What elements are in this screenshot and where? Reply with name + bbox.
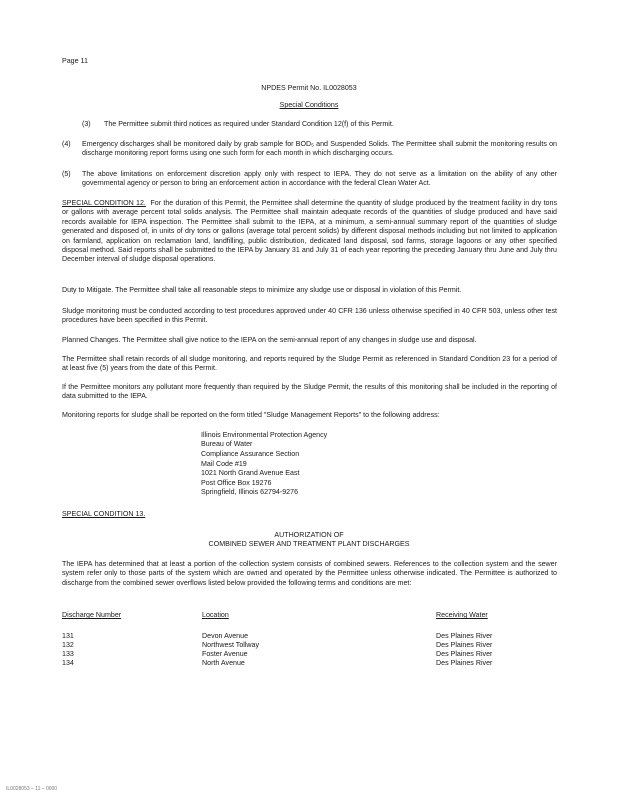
item-3-number: (3)	[82, 120, 91, 128]
discharge-number: 134	[62, 659, 74, 667]
address-line: Bureau of Water	[201, 440, 253, 448]
item-5-number: (5)	[62, 170, 71, 178]
location: North Avenue	[202, 659, 245, 667]
duty-to-mitigate: Duty to Mitigate. The Permittee shall take all reasonable steps to minimize any sludge use or disposal in violation of this Permit.	[62, 286, 462, 294]
location: Foster Avenue	[202, 650, 248, 658]
page-footer: IL0028053 – 11 – 0000	[6, 786, 58, 792]
special-condition-13-heading: SPECIAL CONDITION 13.	[62, 510, 146, 518]
planned-changes: Planned Changes. The Permittee shall give notice to the IEPA on the semi-annual report of any changes in sludge use and disposal.	[62, 336, 477, 344]
column-header: Discharge Number	[62, 611, 122, 619]
item-5-text: The above limitations on enforcement discretion apply only with respect to IEPA. They do not serve as a limitation on the ability of any other governmental agency or person to bring an enforcement action in accordance with the federal Clean Water Act.	[82, 170, 557, 188]
receiving-water: Des Plaines River	[436, 641, 493, 649]
discharge-number: 131	[62, 632, 74, 640]
authorization-title-line-1: AUTHORIZATION OF	[274, 531, 344, 539]
address-line: Post Office Box 19276	[201, 479, 272, 487]
location: Northwest Tollway	[202, 641, 260, 649]
column-header: Receiving Water	[436, 611, 488, 619]
receiving-water: Des Plaines River	[436, 632, 493, 640]
table-header-row	[62, 611, 562, 620]
table-row	[62, 632, 562, 641]
table-row	[62, 641, 562, 650]
address-line: 1021 North Grand Avenue East	[201, 469, 300, 477]
address-line: Springfield, Illinois 62794-9276	[201, 488, 299, 496]
column-header: Location	[202, 611, 229, 619]
monitoring-reports-instruction: Monitoring reports for sludge shall be reported on the form titled "Sludge Management Reports" to the following address:	[62, 411, 440, 419]
table-row	[62, 650, 562, 659]
table-row	[62, 659, 562, 668]
address-line: Illinois Environmental Protection Agency	[201, 431, 328, 439]
receiving-water: Des Plaines River	[436, 650, 493, 658]
item-3-text: The Permittee submit third notices as required under Standard Condition 12(f) of this Permit.	[104, 120, 394, 128]
location: Devon Avenue	[202, 632, 249, 640]
authorization-title-line-2: COMBINED SEWER AND TREATMENT PLANT DISCHARGES	[208, 540, 410, 548]
item-4-text: Emergency discharges shall be monitored daily by grab sample for BOD₅ and Suspended Solids. The Permittee shall submit the monitoring results on discharge monitoring report forms using one such form for each month in which discharging occurs.	[82, 140, 557, 158]
discharge-number: 132	[62, 641, 74, 649]
record-retention: The Permittee shall retain records of all sludge monitoring, and reports required by the Sludge Permit as referenced in Standard Condition 23 for a period of at least five (5) years from the date of this Permit.	[62, 355, 557, 373]
address-line: Mail Code #19	[201, 460, 247, 468]
item-4-number: (4)	[62, 140, 71, 148]
special-condition-12-text: For the duration of this Permit, the Permittee shall determine the quantity of sludge produced by the treatment facility in dry tons or gallons with average percent total solids analysis. The Permittee shall maintain adequate records of the quantities of sludge produced and have said records available for IEPA inspection. The Permittee shall submit to the IEPA, at a minimum, a semi-annual summary report of the quantities of sludge generated and disposed of, in units of dry tons or gallons (average total percent solids) by different disposal methods including but not limited to application on farmland, application on reclamation land, landfilling, public distribution, dedicated land disposal, sod farms, storage lagoons or any other specified disposal method. Said reports shall be submitted to the IEPA by January 31 and July 31 of each year reporting the preceding January thru June and July thru December interval of sludge disposal operations.	[62, 199, 557, 264]
permit-number: NPDES Permit No. IL0028053	[261, 84, 357, 92]
frequent-monitoring: If the Permittee monitors any pollutant more frequently than required by the Sludge Permit, the results of this monitoring shall be included in the reporting of data submitted to the IEPA.	[62, 383, 557, 401]
page-label: Page 11	[62, 57, 88, 65]
iepa-determination: The IEPA has determined that at least a portion of the collection system consists of combined sewers. References to the collection system and the sewer system refer only to those parts of the system which are owned and operated by the Permittee unless otherwise indicated. The Permittee is authorized to discharge from the combined sewer overflows listed below provided the following terms and conditions are met:	[62, 560, 557, 587]
special-condition-12	[62, 199, 557, 265]
address-line: Compliance Assurance Section	[201, 450, 300, 458]
discharge-number: 133	[62, 650, 74, 658]
special-condition-12-heading: SPECIAL CONDITION 12.	[62, 199, 146, 207]
sludge-monitoring-procedures: Sludge monitoring must be conducted according to test procedures approved under 40 CFR 136 unless otherwise specified in 40 CFR 503, unless other test procedures have been specified in this Permit.	[62, 307, 557, 325]
receiving-water: Des Plaines River	[436, 659, 493, 667]
special-conditions-heading: Special Conditions	[279, 101, 339, 109]
